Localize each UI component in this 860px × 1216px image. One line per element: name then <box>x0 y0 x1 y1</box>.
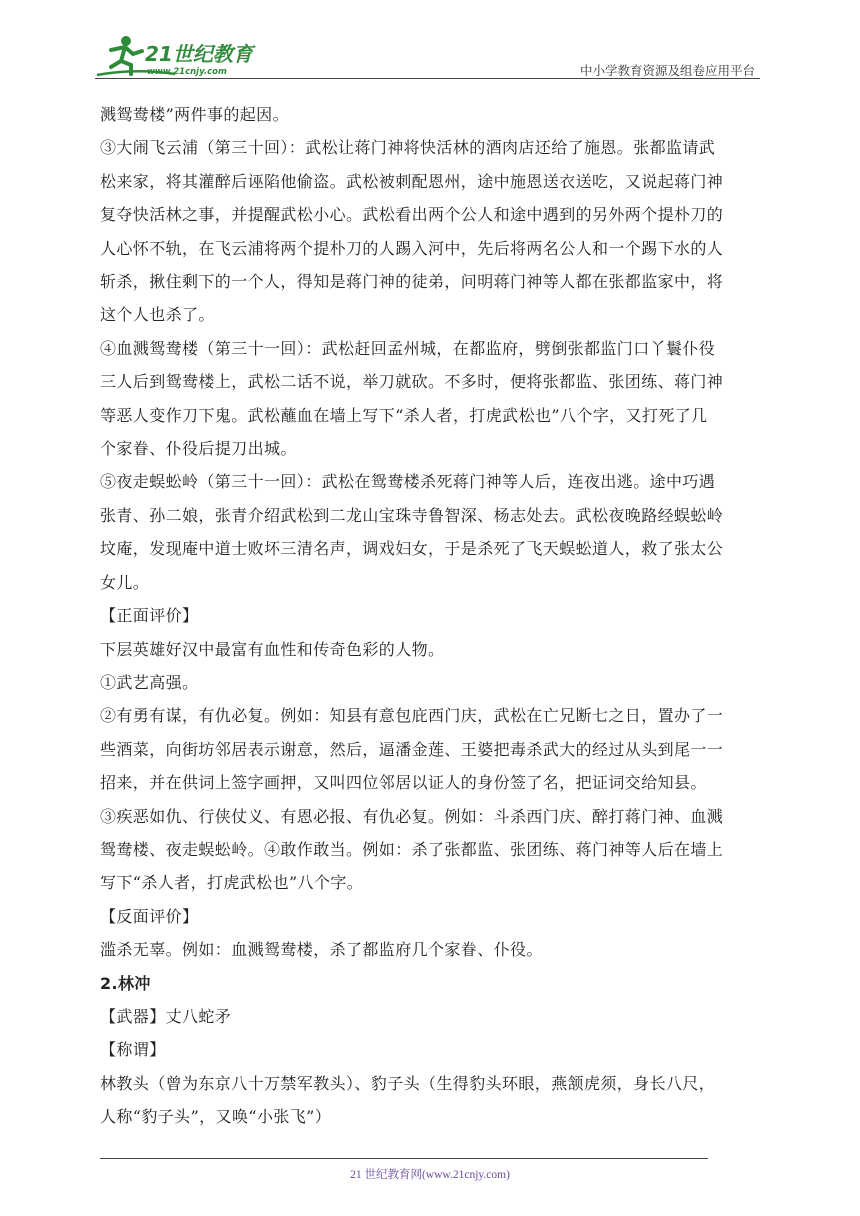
text-line: 斩杀，揪住剩下的一个人，得知是蒋门神的徒弟，问明蒋门神等人都在张都监家中，将 <box>100 272 724 292</box>
text-line: ③疾恶如仇、行侠仗义、有恩必报、有仇必复。例如：斗杀西门庆、醉打蒋门神、血溅 <box>100 806 724 826</box>
text-line: 等恶人变作刀下鬼。武松蘸血在墙上写下“杀人者，打虎武松也”八个字，又打死了几 <box>100 405 708 425</box>
text-line: 【称谓】 <box>100 1040 166 1060</box>
text-line: 下层英雄好汉中最富有血性和传奇色彩的人物。 <box>100 639 445 659</box>
text-line: 溅鸳鸯楼”两件事的起因。 <box>100 105 289 124</box>
footer-link[interactable]: 21 世纪教育网(www.21cnjy.com) <box>350 1169 510 1181</box>
svg-text:www.21cnjy.com: www.21cnjy.com <box>147 67 227 77</box>
text-line: 些酒菜，向街坊邻居表示谢意，然后，逼潘金莲、王婆把毒杀武大的经过从头到尾一一 <box>100 739 724 759</box>
text-line: ④血溅鸳鸯楼（第三十一回）：武松赶回孟州城，在都监府，劈倒张都监门口丫鬟仆役 <box>100 338 716 358</box>
text-line: ③大闹飞云浦（第三十回）：武松让蒋门神将快活林的酒肉店还给了施恩。张都监请武 <box>100 138 716 158</box>
text-line: 鸳鸯楼、夜走蜈蚣岭。④敢作敢当。例如：杀了张都监、张团练、蒋门神等人后在墙上 <box>100 839 724 859</box>
document-body <box>100 98 765 1134</box>
site-tagline: 中小学教育资源及组卷应用平台 <box>579 63 755 78</box>
text-line: 个家眷、仆役后提刀出城。 <box>100 439 297 459</box>
text-line: 松来家，将其灌醉后诬陷他偷盗。武松被刺配恩州，途中施恩送衣送吃，又说起蒋门神 <box>100 171 724 191</box>
text-line: 林教头（曾为东京八十万禁军教头）、豹子头（生得豹头环眼，燕颔虎须，身长八尺， <box>100 1073 716 1093</box>
text-line: 人称“豹子头”，又唤“小张飞”） <box>100 1107 332 1127</box>
text-line: ①武艺高强。 <box>100 672 199 692</box>
text-line: ②有勇有谋，有仇必复。例如：知县有意包庇西门庆，武松在亡兄断七之日，置办了一 <box>100 706 724 726</box>
header-divider <box>95 78 760 79</box>
text-line: ⑤夜走蜈蚣岭（第三十一回）：武松在鸳鸯楼杀死蒋门神等人后，连夜出逃。途中巧遇 <box>100 472 716 492</box>
text-line: 复夺快活林之事，并提醒武松小心。武松看出两个公人和途中遇到的另外两个提朴刀的 <box>100 205 724 225</box>
text-line: 坟庵，发现庵中道士败坏三清名声，调戏妇女，于是杀死了飞天蜈蚣道人，救了张太公 <box>100 539 724 559</box>
page-header <box>95 30 760 80</box>
text-line: 写下“杀人者，打虎武松也”八个字。 <box>100 873 364 893</box>
section-label-positive: 【正面评价】 <box>100 606 199 626</box>
text-line: 【武器】丈八蛇矛 <box>100 1006 232 1026</box>
text-line: 女儿。 <box>100 572 150 592</box>
text-line: 人心怀不轨，在飞云浦将两个提朴刀的人踢入河中，先后将两名公人和一个踢下水的人 <box>100 238 724 258</box>
site-logo[interactable] <box>95 34 265 78</box>
runner-logo-icon <box>95 34 265 78</box>
text-line: 这个人也杀了。 <box>100 305 215 325</box>
section-heading: 2.林冲 <box>100 973 151 993</box>
section-label-negative: 【反面评价】 <box>100 906 199 926</box>
text-line: 三人后到鸳鸯楼上，武松二话不说，举刀就砍。不多时，便将张都监、张团练、蒋门神 <box>100 372 724 392</box>
svg-text:21世纪教育: 21世纪教育 <box>145 42 253 66</box>
footer-divider <box>100 1158 708 1159</box>
text-line: 张青、孙二娘，张青介绍武松到二龙山宝珠寺鲁智深、杨志处去。武松夜晚路经蜈蚣岭 <box>100 505 724 525</box>
text-line: 招来，并在供词上签字画押，又叫四位邻居以证人的身份签了名，把证词交给知县。 <box>100 773 707 793</box>
text-line: 滥杀无辜。例如：血溅鸳鸯楼，杀了都监府几个家眷、仆役。 <box>100 940 543 960</box>
